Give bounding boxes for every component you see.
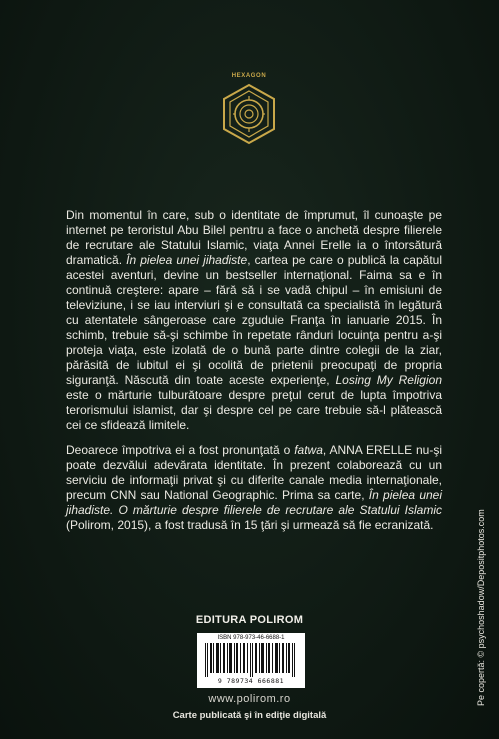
blurb-paragraph-2 xyxy=(66,443,442,533)
blurb-paragraph-1 xyxy=(66,208,442,433)
p1-text-2: , cartea pe care o publică la capătul acestei aventuri, devine un bestseller internaţional. Faima sa e în continuă creştere: apare – fără să i se vadă chipul – în emisiuni de televiziune, i se iau interviuri şi e consultată ca specialistă în legătură cu atentatele sângeroase care zguduie Franţa în ianuarie 2015. În schimb, trebuie să-şi schimbe în repetate rânduri locuinţa pentru a-şi proteja viaţa, este izolată de o bună parte dintre colegii de la ziar, părăsită de iubitul ei şi ocolită de prietenii preocupaţi de propria siguranţă. Născută din toate aceste experienţe, xyxy=(66,253,442,387)
logo-label: HEXAGON xyxy=(231,73,267,79)
p2-fatwa: fatwa xyxy=(294,443,323,457)
hexagon-logo xyxy=(217,73,281,163)
barcode-bars-icon xyxy=(205,643,297,677)
p1-book-title: În pielea unei jihadiste xyxy=(126,253,248,267)
hexagon-emblem-icon xyxy=(221,83,277,145)
publisher-website[interactable]: www.polirom.ro xyxy=(208,693,291,705)
barcode-digits: 9 789734 666881 xyxy=(217,677,285,685)
p1-text-1: Din momentul în care, sub o identitate de împrumut, îl cunoaşte pe internet pe teroristul Abu Bilel pentru a face o anchetă despre filierele de recrutare ale Statului Islamic, viaţa Annei Erelle ia o întorsătură dramatică. xyxy=(66,208,442,267)
p2-text-2: , ANNA ERELLE nu-şi poate dezvălui adevărata identitate. În prezent colaborează cu un serviciu de informaţii privat şi cu diferite canale media internaţionale, precum CNN sau National Geographic. Prima sa carte, xyxy=(66,443,442,502)
isbn-label: ISBN 978-973-46-6688-1 xyxy=(217,635,285,641)
p2-book-title: În pielea unei jihadiste. O mărturie despre filierele de recrutare ale Statului Islamic xyxy=(66,488,443,517)
barcode xyxy=(197,633,305,688)
blurb xyxy=(66,208,442,543)
cover-photo-credit: Pe copertă: © psychoshadow/Depositphotos.com xyxy=(476,509,486,706)
p1-text-3: este o mărturie tulburătoare despre preţul cerut de lupta împotriva terorismului islamist, dar şi despre cel pe care trebuie să-l plătească cei ce sfidează limitele. xyxy=(66,388,442,432)
p2-text-1: Deoarece împotriva ei a fost pronunţată o xyxy=(66,443,295,457)
p1-book-title-2: Losing My Religion xyxy=(335,373,442,387)
p2-text-3: (Polirom, 2015), a fost tradusă în 15 ţări şi urmează să fie ecranizată. xyxy=(66,518,434,532)
publisher-name: EDITURA POLIROM xyxy=(195,614,304,626)
digital-edition-note: Carte publicată şi în ediţie digitală xyxy=(172,710,327,721)
